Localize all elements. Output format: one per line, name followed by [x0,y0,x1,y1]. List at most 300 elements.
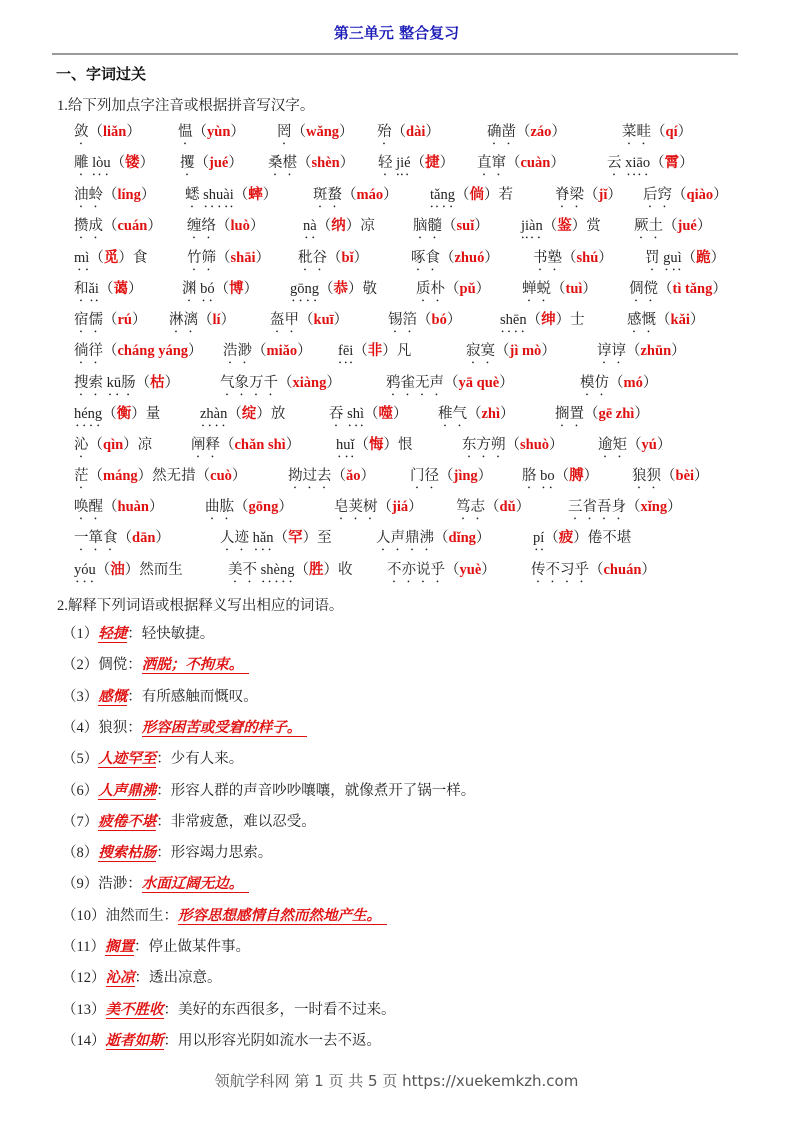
exercise-item [178,122,245,148]
paren-open: （ [110,155,126,171]
exercise-item [413,216,489,242]
paren-open: （ [342,187,357,203]
paren-open: （ [102,406,117,422]
item-prompt: fēi [338,343,354,359]
paren-open: （ [377,499,392,515]
page-title: 第三单元 整合复习 [333,24,460,42]
item-answer: cuò [210,468,232,484]
exercise-item [74,404,160,430]
definition-item [62,812,316,832]
paren-close: ） [710,250,726,266]
item-number: （2） [62,657,99,674]
paren-open: （ [89,250,104,266]
item-prompt: 油蛉 [74,187,103,203]
item-prompt: shēn [500,312,527,328]
item-prompt: 脊梁 [555,187,584,203]
paren-close: ） [712,281,727,297]
item-prompt: pí [533,530,545,546]
paren-open: （ [609,375,624,391]
item-answer: máng [103,468,138,484]
item-prompt: 罚 guì [645,250,682,266]
paren-open: （ [434,530,449,546]
item-answer: cuàn [520,155,551,171]
paren-open: （ [198,312,213,328]
paren-close: ） [484,250,499,266]
item-answer: 膊 [569,468,584,484]
paren-open: （ [661,468,676,484]
paren-open: （ [485,499,500,515]
item-number: （14） [62,1032,106,1049]
item-meaning: 轻快敏捷。 [141,626,215,642]
colon: ： [163,907,178,924]
item-answer: gē zhì [598,406,635,422]
paren-close: ） [515,499,531,515]
exercise-item [462,435,564,461]
paren-close: ） [549,437,564,453]
exercise-item [634,216,711,242]
item-meaning: 水面辽阔无边。 [142,876,250,893]
item-prompt: 谆谆 [597,343,626,359]
paren-open: （ [103,312,118,328]
paren-open: （ [542,218,558,234]
definition-item [62,1031,381,1051]
item-number: （4） [62,719,99,736]
item-answer: jiá [392,499,409,515]
item-answer: tuì [565,281,583,297]
exercise-row [0,373,793,395]
item-meaning: 形容竭力思索。 [170,845,273,862]
item-answer: záo [530,124,552,140]
paren-close: ） [383,187,398,203]
exercise-row [0,185,793,207]
colon: ： [127,688,142,705]
item-prompt: 确凿 [487,124,516,140]
item-answer: 蔼 [113,281,128,297]
item-prompt: 锡箔 [388,312,417,328]
item-prompt: 殆 [377,124,392,140]
paren-open: （ [495,343,510,359]
item-answer: 绽 [241,406,257,422]
exercise-item [223,341,312,367]
item-answer: zhuó [454,250,485,266]
item-answer: jìng [453,468,478,484]
item-answer: jué [209,155,229,171]
paren-close: ） [140,187,156,203]
item-prompt: 鸦雀无声 [386,375,444,391]
item-term: 搁置 [104,939,134,955]
item-term: 美不胜收 [105,1001,164,1018]
item-prompt: 搁置 [555,406,584,422]
exercise-item [632,466,709,492]
exercise-item [74,122,141,148]
item-answer: zhūn [640,343,672,359]
item-answer: yuè [459,562,482,578]
paren-open: （ [135,375,151,391]
exercise-item [555,185,622,211]
colon: ： [156,751,171,768]
exercise-item [220,373,341,399]
item-prompt: 罔 [277,124,292,140]
paren-close: ） [483,187,499,203]
definition-item [62,906,387,926]
item-answer: qiào [686,187,714,203]
item-answer: jì mò [509,343,542,359]
item-answer: yā què [458,375,500,391]
item-meaning: 美好的东西很多，一时看不过来。 [178,1001,396,1018]
item-answer: 霄 [664,155,680,171]
item-term: 狼狈 [98,719,128,736]
paren-open: （ [417,312,432,328]
paren-close: ） [656,437,672,453]
item-prompt: 唤醒 [74,499,103,515]
item-suffix: 凡 [396,343,412,359]
item-meaning: 形容困苦或受窘的样子。 [142,720,308,737]
paren-open: （ [442,218,457,234]
paren-close: ） [188,343,203,359]
paren-open: （ [656,312,671,328]
paren-open: （ [117,530,132,546]
paren-close: ） [694,468,709,484]
item-answer: gōng [248,499,279,515]
paren-open: （ [505,437,520,453]
definition-item [62,624,214,644]
item-answer: shú [576,250,599,266]
item-number: （10） [62,907,106,924]
paren-close: ） [481,562,496,578]
paren-close: ） [541,343,556,359]
item-prompt: 感慨 [627,312,656,328]
exercise-item [622,122,692,148]
paren-open: （ [364,406,379,422]
item-term: 搜索枯肠 [98,845,157,862]
exercise-item [456,497,530,523]
item-answer: 噬 [378,406,394,422]
item-term: 轻捷 [98,626,128,642]
colon: ： [134,970,149,987]
item-answer: tì tǎng [672,281,713,297]
exercise-row [0,341,793,363]
item-answer: bó [431,312,447,328]
paren-open: （ [681,250,697,266]
item-answer: xiàng [292,375,327,391]
exercise-item [290,279,377,305]
paren-close: ） [345,218,361,234]
item-answer: shāi [230,250,256,266]
paren-open: （ [589,562,604,578]
item-number: （8） [62,845,99,862]
paren-open: （ [584,406,599,422]
item-answer: 绅 [541,312,556,328]
item-answer: 胜 [308,562,324,578]
item-prompt: 拗过去 [288,468,332,484]
exercise-item [645,248,725,274]
item-suffix: 凉 [137,437,153,453]
exercise-item [74,248,147,274]
item-answer: ǎo [346,468,361,484]
exercise-item [329,404,408,430]
paren-close: ） [634,406,649,422]
exercise-item [388,310,461,336]
paren-open: （ [227,406,242,422]
item-answer: 油 [110,562,125,578]
paren-close: ） [689,312,705,328]
paren-close: ） [667,499,682,515]
page-footer: 领航学科网 第 1 页 共 5 页 https://xuekemkzh.com [214,1072,579,1090]
paren-open: （ [252,343,267,359]
paren-close: ） [677,124,693,140]
paren-open: （ [103,187,118,203]
paren-close: ） [220,312,236,328]
exercise-item [430,185,513,211]
exercise-item [277,122,354,148]
item-prompt: nà [303,218,317,234]
exercise-item [500,310,585,336]
item-prompt: tǎng [430,187,455,203]
paren-close: ） [475,530,491,546]
item-prompt: 传不习乎 [531,562,589,578]
item-answer: 纳 [331,218,346,234]
colon: ： [156,845,171,862]
exercise-item [521,216,601,242]
item-number: （7） [62,813,99,830]
item-prompt: 人声鼎沸 [376,530,434,546]
item-answer: huàn [117,499,149,515]
exercise-item [477,153,565,179]
paren-open: （ [562,250,577,266]
item-number: （11） [62,939,105,955]
paren-open: （ [650,155,665,171]
item-answer: 衡 [116,406,132,422]
item-prompt: 稚气 [438,406,467,422]
exercise-item [466,341,556,367]
item-prompt: 狼狈 [632,468,661,484]
item-prompt: 不亦说乎 [387,562,445,578]
paren-close: ） [137,468,153,484]
colon: ： [133,939,149,955]
paren-open: （ [103,343,118,359]
item-prompt: 模仿 [580,375,609,391]
exercise-item [74,185,155,211]
exercise-item [598,435,671,461]
exercise-item [74,310,147,336]
item-prompt: 厥土 [634,218,663,234]
item-meaning: 有所感触而慨叹。 [141,688,258,705]
item-answer: dǔ [499,499,516,515]
item-answer: 非 [367,343,383,359]
exercise-item [303,216,375,242]
paren-open: （ [88,468,103,484]
colon: ： [156,813,171,830]
item-term: 浩渺 [98,876,128,893]
exercise-item [438,404,515,430]
paren-close: ） [425,124,440,140]
paren-close: ） [671,343,686,359]
item-meaning: 非常疲惫，难以忍受。 [170,813,316,830]
paren-close: ） [326,375,341,391]
paren-open: （ [544,530,559,546]
paren-close: ） [339,155,355,171]
item-answer: qìn [103,437,124,453]
paren-open: （ [445,281,460,297]
paren-open: （ [444,375,459,391]
item-suffix: 至 [317,530,332,546]
item-answer: dài [406,124,426,140]
exercise-row [0,216,793,238]
exercise-item [74,216,162,242]
item-suffix: 然而生 [139,562,183,578]
item-answer: jué [677,218,697,234]
item-prompt: 后窍 [643,187,672,203]
paren-open: （ [316,218,332,234]
colon: ： [127,657,142,674]
item-suffix: 若 [498,187,513,203]
item-prompt: 笃志 [456,499,485,515]
paren-open: （ [214,281,230,297]
item-prompt: 宿儒 [74,312,103,328]
item-prompt: 雕 lòu [74,155,111,171]
paren-close: ） [408,499,423,515]
paren-close: ） [339,124,354,140]
item-prompt: 云 xiāo [607,155,651,171]
item-prompt: 倜傥 [629,281,658,297]
item-prompt: huǐ [336,437,355,453]
paren-close: ） [127,281,143,297]
colon: ： [127,876,142,893]
paren-close: ） [139,155,155,171]
exercise-row [0,279,793,301]
paren-close: ） [393,406,408,422]
exercise-item [185,185,277,211]
exercise-item [336,435,413,461]
exercise-item [74,560,183,586]
paren-close: ） [285,437,301,453]
exercise-item [334,497,423,523]
item-answer: kǎi [670,312,690,328]
item-answer: 镂 [125,155,140,171]
exercise-item [377,122,440,148]
item-answer: dān [132,530,156,546]
item-prompt: 蟋 shuài [185,187,234,203]
colon: ： [156,782,171,799]
item-meaning: 形容人群的声音吵吵嚷嚷，就像煮开了锅一样。 [170,782,476,799]
exercise-item [200,404,285,430]
item-suffix: 倦不堪 [587,530,632,546]
paren-open: （ [526,312,542,328]
item-prompt: 皂荚树 [334,499,378,515]
item-answer: 疲 [558,530,574,546]
exercise-item [522,279,597,305]
paren-close: ） [148,499,164,515]
colon: ： [127,626,142,642]
paren-close: ） [118,250,133,266]
item-suffix: 食 [132,250,148,266]
item-prompt: 徜徉 [74,343,103,359]
paren-close: ） [382,343,397,359]
paren-open: （ [554,468,570,484]
item-answer: 倘 [469,187,484,203]
item-prompt: 愠 [178,124,193,140]
paren-open: （ [95,562,111,578]
section-title: 一、字词过关 [56,65,147,83]
exercise-item [416,279,490,305]
item-prompt: 人迹 hǎn [220,530,274,546]
paren-open: （ [663,218,678,234]
paren-close: ） [696,218,712,234]
paren-open: （ [454,187,470,203]
exercise-item [410,466,492,492]
paren-open: （ [516,124,531,140]
exercise-item [487,122,566,148]
item-answer: chuán [603,562,642,578]
item-number: （6） [62,782,99,799]
exercise-row [0,435,793,457]
paren-open: （ [391,124,406,140]
paren-close: ） [446,312,462,328]
exercise-item [386,373,514,399]
item-term: 逝者如斯 [105,1032,164,1049]
item-answer: shuò [520,437,550,453]
item-suffix: 收 [337,562,353,578]
item-suffix: 士 [570,312,585,328]
paren-close: ） [249,218,265,234]
paren-close: ） [278,499,293,515]
paren-open: （ [299,312,314,328]
item-prompt: 吞 shì [329,406,365,422]
paren-open: （ [88,437,103,453]
item-prompt: 轻 jié [378,155,411,171]
exercise-item [387,560,496,586]
paren-close: ） [353,250,369,266]
exercise-row [0,528,793,550]
exercise-item [533,248,613,274]
item-answer: lí [212,312,221,328]
paren-open: （ [273,530,289,546]
item-prompt: 竹筛 [187,250,216,266]
item-prompt: 攒成 [74,218,103,234]
item-meaning: 停止做某件事。 [148,939,250,955]
paren-close: ） [642,375,658,391]
paren-close: ） [555,312,571,328]
paren-close: ） [550,155,565,171]
item-answer: líng [117,187,141,203]
item-prompt: 脑髓 [413,218,442,234]
item-prompt: 缠络 [187,218,216,234]
exercise-item [228,560,352,586]
exercise-item [533,528,631,554]
exercise-item [629,279,727,305]
item-prompt: 直窜 [477,155,506,171]
paren-open: （ [103,499,118,515]
definition-item [62,718,307,738]
paren-open: （ [658,281,673,297]
exercise-item [180,153,243,179]
item-prompt: 东方朔 [462,437,506,453]
exercise-item [205,497,293,523]
paren-close: ） [679,155,694,171]
paren-open: （ [354,437,370,453]
paren-open: （ [98,281,114,297]
definition-item [62,937,250,957]
item-answer: 罕 [288,530,303,546]
definition-item [62,968,222,988]
exercise-item [607,153,694,179]
paren-close: ） [598,250,613,266]
item-term: 人声鼎沸 [98,782,157,799]
item-prompt: 书塾 [533,250,562,266]
paren-close: ） [474,218,489,234]
item-suffix: 敬 [362,281,377,297]
item-prompt: héng [74,406,103,422]
